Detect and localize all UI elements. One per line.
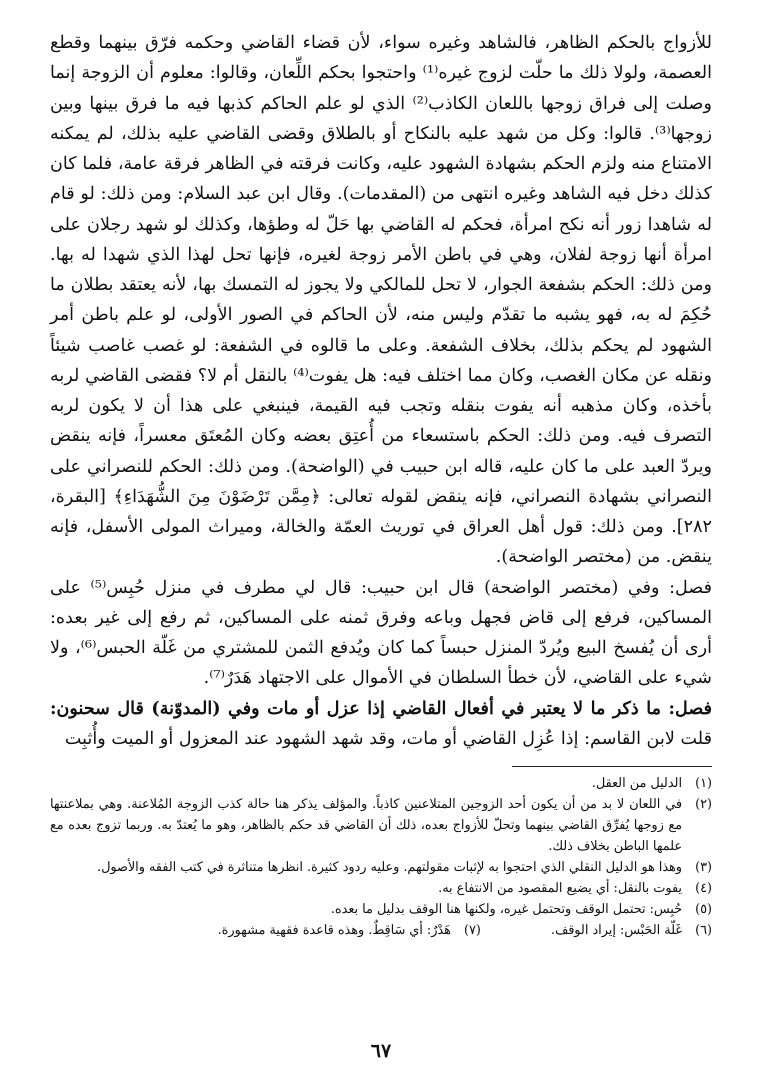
- section-heading-line: فصل: ما ذكر ما لا يعتبر في أفعال القاضي إذا عزل أو مات وفي (المدوّنة) قال سحنون:: [50, 697, 712, 719]
- text-line: عليه، قاله ابن حبيب في (الواضحة). ومن ذلك: الحكم للنصراني على النصراني بشهادة: [50, 456, 713, 507]
- text-line: للأزواج بالحكم الظاهر، فالشاهد وغيره سواء، لأن قضاء القاضي وحكمه فرّق بينهما وقطع: [50, 33, 712, 53]
- footnote-number: (٢): [695, 797, 712, 812]
- text-line: ذلك: الحكم بشفعة الجوار، لا تحل للمالكي ولا يجوز له التمسك بها، لأنه يعتقد بطلان ما حُكِمَ: [50, 275, 713, 326]
- footnote: [50, 794, 712, 857]
- footnote-number: (١): [695, 776, 712, 791]
- text-line: ذلك: الحكم باستسعاء من أُعتِق بعضه وكان المُعتَق معسراً، فإنه ينقض ويردّ العبد على ما كان: [50, 426, 713, 477]
- footnote-text: وهذا هو الدليل النقلي الذي احتجوا به لإثبات مقولتهم. وعليه ردود كثيرة. انظرها متناثرة في كتب الفقه والأصول.: [97, 860, 682, 875]
- text-line: العصمة، ولولا ذلك ما حلّت لزوج غيره⁽¹⁾ واحتجوا بحكم اللِّعان، وقالوا: معلوم أن الزوجة: [81, 63, 712, 84]
- footnote-number: (٤): [695, 881, 712, 896]
- main-text: [50, 28, 712, 754]
- text-line: زوجها⁽³⁾. قالوا: وكل من شهد عليه بالنكاح أو بالطلاق وقضى القاضي عليه بذلك، لم يمكنه: [50, 123, 712, 144]
- footnote-row: [50, 920, 712, 941]
- footnote: [50, 878, 712, 899]
- text-line: الغصب، وكان مما اختلف فيه: هل يفوت⁽⁴⁾ بالنقل أم لا؟ فقضى القاضي لربه بأخذه، وكان: [50, 365, 712, 416]
- text-line: امرأة أنها زوجة لفلان، وهي في باطن الأمر زوجة لغيره، فإنها تحل لهذا الذي شهدا له بها. ومن: [50, 244, 713, 295]
- text-line: قلت لابن القاسم: إذا عُزِل القاضي أو مات، وقد شهد الشهود عند المعزول أو الميت وأُثبِت: [64, 728, 712, 749]
- footnote-text: الدليل من العقل.: [591, 776, 682, 791]
- paragraph-2: [50, 573, 712, 694]
- footnote-text: هَدْرٌ: أي سَاقِطٌ. وهذه قاعدة فقهية مشهورة.: [217, 923, 451, 938]
- text-line: الامتناع منه ولزم الحكم بشهادة الشهود عليه، وكانت فرقته في الظاهر فرقة عامة، فلما كان كذلك: [50, 154, 712, 205]
- text-line: دخل فيه الشاهد وغيره انتهى من (المقدمات). وقال ابن عبد السلام: ومن ذلك: لو قام له: [50, 184, 713, 235]
- footnote: [551, 920, 712, 941]
- footnote-number: (٣): [695, 860, 712, 875]
- footnote: [50, 773, 712, 794]
- text-line: إنما وصلت إلى فراق زوجها باللعان الكاذب⁽²⁾ الذي لو علم الحاكم كذبها فيه ما فرق بينها وبين: [50, 63, 712, 114]
- page-number: ٦٧: [370, 1040, 392, 1062]
- text-line: المساكين، فرفع إلى قاض فجهل وباعه وفرق ثمنه على المساكين، ثم رفع إلى غير بعده: أرى أن: [50, 607, 713, 658]
- footnote: [50, 857, 712, 878]
- text-line: يحكم بذلك، بخلاف الشفعة. وعلى ما قالوه في الشفعة: لو غصب غاصب شيئاً ونقله عن مكان: [50, 335, 712, 386]
- footnote-text: حُبِس: تحتمل الوقف وتحتمل غيره، ولكنها هنا الوقف بدليل ما بعده.: [330, 902, 682, 917]
- footnote-text: يفوت بالنقل: أي يضيع المقصود من الانتفاع به.: [438, 881, 682, 896]
- text-line: القاضي، لأن خطأ السلطان في الأموال على الاجتهاد هَدَرٌ⁽⁷⁾.: [203, 668, 633, 689]
- text-line: شاهدا زور أنه نكح امرأة، فحكم له القاضي بها حَلّ له وطؤها، وكذلك لو شهد رجلان على: [50, 214, 692, 235]
- footnotes: [50, 773, 712, 941]
- footnote-text: غَلّة الحَبْس: إيراد الوقف.: [550, 923, 682, 938]
- text-line: مذهبه أنه يفوت بنقله وتجب فيه القيمة، فينبغي على هذا أن لا يكون لربه التصرف فيه. ومن: [50, 396, 712, 447]
- paragraph-3: [50, 694, 712, 755]
- footnote-number: (٧): [464, 923, 481, 938]
- book-page: [50, 28, 712, 1068]
- text-line: له به، فهو يشبه ما تقدّم وليس منه، لأن الحاكم في الصور الأولى، لو علم باطن أمر الشهود لم: [50, 305, 713, 356]
- footnote-separator: [512, 766, 712, 767]
- text-line: فصل: وفي (مختصر الواضحة) قال ابن حبيب: قال لي مطرف في منزل حُبِس⁽⁵⁾ على: [50, 577, 712, 598]
- footnote-number: (٥): [695, 902, 712, 917]
- footnote: [218, 920, 481, 941]
- text-line: الواضحة).: [495, 547, 569, 568]
- footnote-text: في اللعان لا بد من أن يكون أحد الزوجين المتلاعنين كاذباً. والمؤلف يذكر هنا حالة كذب الزوجة المُلاعنة. وهي بملاعنتها مع زوجها يُفرِّق القاضي بينهما وتحلّ للأزواج بعده، ذلك أن القاضي قد حكم بالظاهر، وهو ما يُعتدّ به. وربما تزوج بعده مع علمها الباطن بخلاف ذلك.: [50, 797, 682, 854]
- text-line: يُفسخ البيع ويُردّ المنزل حبساً كما كان ويُدفع الثمن للمشتري من غَلّة الحبس⁽⁶⁾، ولا شيء على: [50, 638, 712, 689]
- footnote-number: (٦): [695, 923, 712, 938]
- footnote: [50, 899, 712, 920]
- text-line: قول أهل العراق في توريث العمّة والخالة، وميراث المولى الأسفل، فإنه ينقض. من (مختصر: [50, 517, 712, 568]
- text-line: النصراني، فإنه ينقض لقوله تعالى: ﴿مِمَّن تَرْضَوْنَ مِنَ الشُّهَدَاءِ﴾ [البقرة، ٢٨٢]. ومن ذلك:: [50, 486, 713, 537]
- paragraph-1: [50, 28, 712, 573]
